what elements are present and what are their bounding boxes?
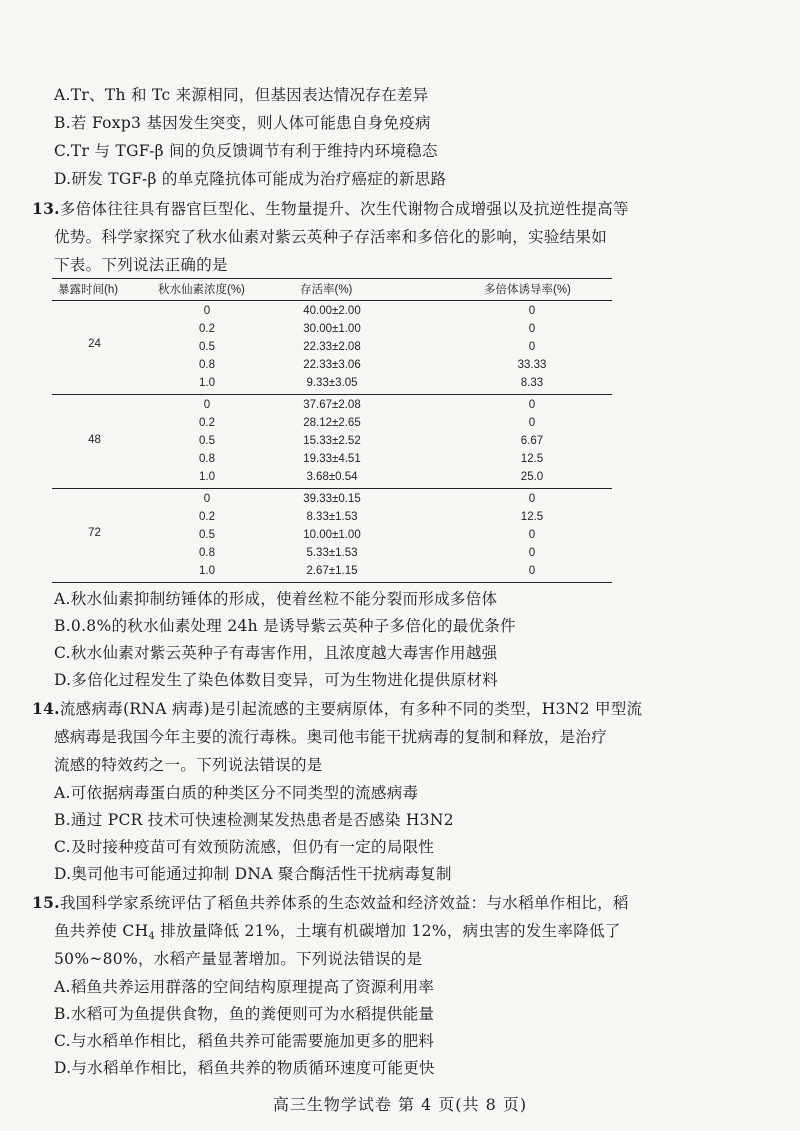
table-cell-survival: 8.33±1.53 xyxy=(306,511,358,523)
q14-option-a: A.可依据病毒蛋白质的种类区分不同类型的流感病毒 xyxy=(54,784,419,802)
q12-option-b: B.若 Foxp3 基因发生突变，则人体可能患自身免疫病 xyxy=(54,114,431,132)
table-cell-conc: 0 xyxy=(203,399,211,411)
q13-stem-line-2: 优势。科学家探究了秋水仙素对紫云英种子存活率和多倍化的影响，实验结果如 xyxy=(54,228,608,246)
table-cell-conc: 0 xyxy=(203,493,211,505)
table-cell-survival: 9.33±3.05 xyxy=(306,377,358,389)
table-cell-induction: 6.67 xyxy=(520,435,544,447)
q13-stem-line-3: 下表。下列说法正确的是 xyxy=(54,256,228,274)
table-time-24: 24 xyxy=(88,338,101,350)
table-cell-survival: 3.68±0.54 xyxy=(306,471,358,483)
table-cell-survival: 22.33±2.08 xyxy=(303,341,361,353)
q13-option-b: B.0.8%的秋水仙素处理 24h 是诱导紫云英种子多倍化的最优条件 xyxy=(54,617,516,635)
table-cell-conc: 0.5 xyxy=(199,529,215,541)
table-cell-survival: 37.67±2.08 xyxy=(303,399,361,411)
table-cell-induction: 0 xyxy=(528,323,536,335)
table-cell-conc: 0.8 xyxy=(199,359,215,371)
table-cell-survival: 15.33±2.52 xyxy=(303,435,361,447)
table-group-rule xyxy=(52,394,612,395)
table-cell-induction: 12.5 xyxy=(520,453,544,465)
table-cell-conc: 0.2 xyxy=(199,511,215,523)
q14-option-c: C.及时接种疫苗可有效预防流感，但仍有一定的局限性 xyxy=(54,838,435,856)
table-cell-survival: 19.33±4.51 xyxy=(303,453,361,465)
table-header-survival: 存活率(%) xyxy=(300,284,353,296)
table-cell-survival: 30.00±1.00 xyxy=(303,323,361,335)
table-cell-conc: 0.5 xyxy=(199,341,215,353)
table-cell-conc: 0 xyxy=(203,305,211,317)
q14-stem-line-3: 流感的特效药之一。下列说法错误的是 xyxy=(54,756,323,774)
q15-stem-text-1: 我国科学家系统评估了稻鱼共养体系的生态效益和经济效益：与水稻单作相比，稻 xyxy=(59,894,629,912)
table-cell-induction: 25.0 xyxy=(520,471,544,483)
table-cell-survival: 22.33±3.06 xyxy=(303,359,361,371)
table-cell-conc: 0.5 xyxy=(199,435,215,447)
q14-option-d: D.奥司他韦可能通过抑制 DNA 聚合酶活性干扰病毒复制 xyxy=(54,865,452,883)
table-time-48: 48 xyxy=(88,434,101,446)
q13-number: 13. xyxy=(32,199,60,218)
q15-number: 15. xyxy=(32,893,60,912)
table-cell-survival: 39.33±0.15 xyxy=(303,493,361,505)
q14-stem-line-1 xyxy=(32,698,642,720)
q14-stem-text-1: 流感病毒(RNA 病毒)是引起流感的主要病原体，有多种不同的类型，H3N2 甲型流 xyxy=(59,700,643,718)
q13-stem-line-1 xyxy=(32,198,629,220)
page-footer: 高三生物学试卷 第 4 页(共 8 页) xyxy=(272,1095,528,1114)
q15-option-c: C.与水稻单作相比，稻鱼共养可能需要施加更多的肥料 xyxy=(54,1032,435,1050)
q15-stem-text-2b: 排放量降低 21%，土壤有机碳增加 12%，病虫害的发生率降低了 xyxy=(155,922,621,940)
q15-stem-line-3: 50%~80%，水稻产量显著增加。下列说法错误的是 xyxy=(54,950,423,968)
table-cell-induction: 0 xyxy=(528,399,536,411)
table-cell-conc: 1.0 xyxy=(199,471,215,483)
q13-option-d: D.多倍化过程发生了染色体数目变异，可为生物进化提供原材料 xyxy=(54,671,499,689)
table-cell-induction: 0 xyxy=(528,493,536,505)
q14-stem-line-2: 感病毒是我国今年主要的流行毒株。奥司他韦能干扰病毒的复制和释放，是治疗 xyxy=(54,728,608,746)
table-cell-conc: 1.0 xyxy=(199,565,215,577)
table-header-induction: 多倍体诱导率(%) xyxy=(484,284,571,296)
q15-stem-text-2a: 鱼共养使 CH xyxy=(54,922,149,940)
q13-option-a: A.秋水仙素抑制纺锤体的形成，使着丝粒不能分裂而形成多倍体 xyxy=(54,590,498,608)
q14-option-b: B.通过 PCR 技术可快速检测某发热患者是否感染 H3N2 xyxy=(54,811,454,829)
table-group-rule xyxy=(52,488,612,489)
table-top-rule xyxy=(52,278,612,279)
table-cell-induction: 0 xyxy=(528,305,536,317)
table-cell-induction: 0 xyxy=(528,529,536,541)
ch4-subscript: 4 xyxy=(148,931,156,942)
table-cell-survival: 5.33±1.53 xyxy=(306,547,358,559)
q12-option-c: C.Tr 与 TGF-β 间的负反馈调节有利于维持内环境稳态 xyxy=(54,142,438,160)
table-cell-conc: 0.2 xyxy=(199,323,215,335)
table-cell-conc: 0.2 xyxy=(199,417,215,429)
q12-option-a: A.Tr、Th 和 Tc 来源相同，但基因表达情况存在差异 xyxy=(54,86,429,104)
table-header-rule xyxy=(52,300,612,301)
table-cell-induction: 33.33 xyxy=(517,359,547,371)
table-header-time: 暴露时间(h) xyxy=(58,284,119,296)
table-cell-survival: 40.00±2.00 xyxy=(303,305,361,317)
table-cell-induction: 0 xyxy=(528,547,536,559)
q14-number: 14. xyxy=(32,699,60,718)
q12-option-d: D.研发 TGF-β 的单克隆抗体可能成为治疗癌症的新思路 xyxy=(54,170,447,188)
table-cell-induction: 0 xyxy=(528,417,536,429)
table-bottom-rule xyxy=(52,582,612,583)
table-time-72: 72 xyxy=(88,527,101,539)
table-cell-induction: 0 xyxy=(528,565,536,577)
q13-stem-text-1: 多倍体往往具有器官巨型化、生物量提升、次生代谢物合成增强以及抗逆性提高等 xyxy=(59,200,629,218)
table-cell-survival: 10.00±1.00 xyxy=(303,529,361,541)
table-cell-induction: 8.33 xyxy=(520,377,544,389)
table-cell-induction: 0 xyxy=(528,341,536,353)
q15-stem-line-2 xyxy=(54,920,621,948)
table-cell-conc: 0.8 xyxy=(199,547,215,559)
table-cell-survival: 2.67±1.15 xyxy=(306,565,358,577)
q15-option-a: A.稻鱼共养运用群落的空间结构原理提高了资源利用率 xyxy=(54,978,435,996)
table-cell-survival: 28.12±2.65 xyxy=(303,417,361,429)
table-cell-induction: 12.5 xyxy=(520,511,544,523)
table-cell-conc: 1.0 xyxy=(199,377,215,389)
table-cell-conc: 0.8 xyxy=(199,453,215,465)
table-header-concentration: 秋水仙素浓度(%) xyxy=(158,284,245,296)
q15-option-d: D.与水稻单作相比，稻鱼共养的物质循环速度可能更快 xyxy=(54,1059,435,1077)
q13-option-c: C.秋水仙素对紫云英种子有毒害作用，且浓度越大毒害作用越强 xyxy=(54,644,498,662)
q15-stem-line-1 xyxy=(32,892,629,914)
q15-option-b: B.水稻可为鱼提供食物，鱼的粪便则可为水稻提供能量 xyxy=(54,1005,435,1023)
